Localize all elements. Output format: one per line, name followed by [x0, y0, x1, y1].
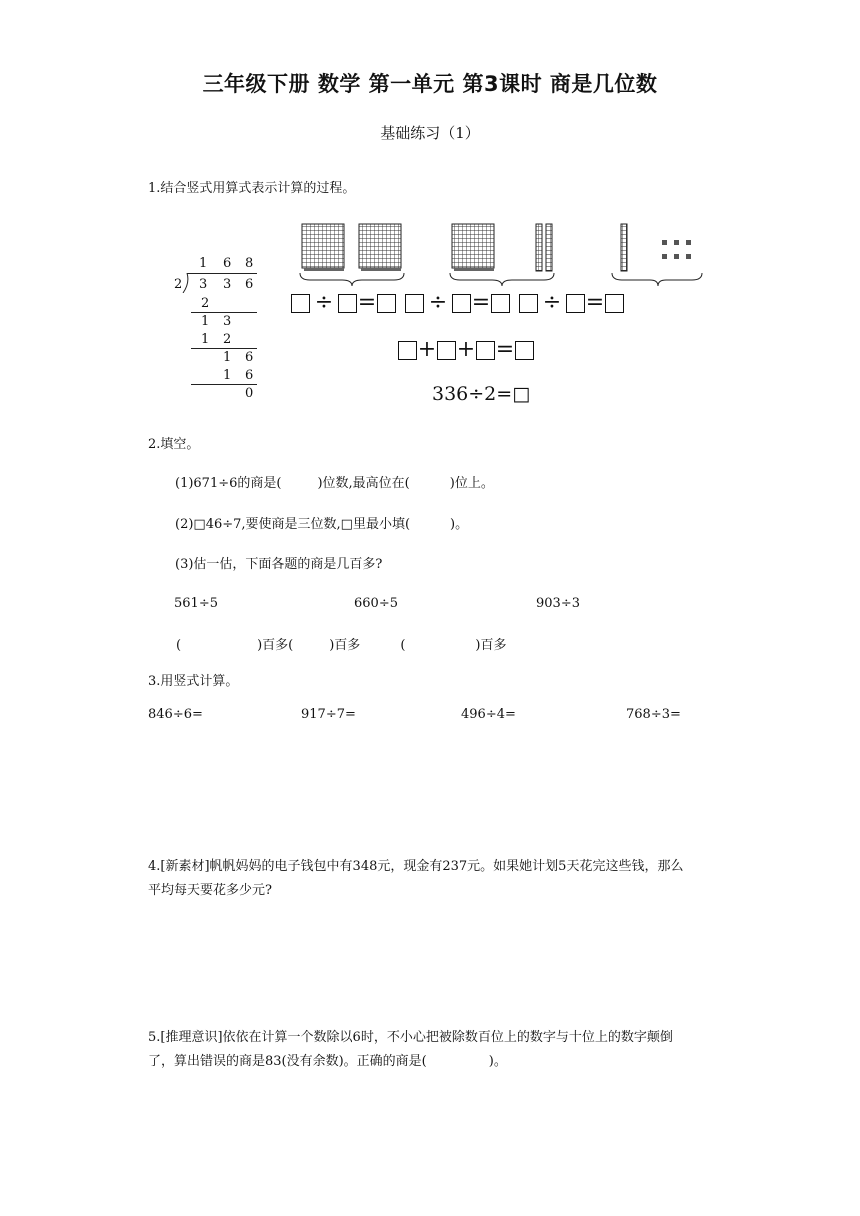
- quotient-digit: 1: [199, 256, 208, 271]
- plus-sign: +: [417, 337, 437, 362]
- estimate-problem: 561÷5: [174, 596, 218, 611]
- q2-part3: (3)估一估，下面各题的商是几百多?: [175, 557, 383, 572]
- plus-sign: +: [456, 337, 476, 362]
- answer-box[interactable]: [491, 294, 510, 313]
- q1-text: 1.结合竖式用算式表示计算的过程。: [148, 181, 356, 196]
- group-brace: [450, 273, 554, 286]
- answer-box[interactable]: [605, 294, 624, 313]
- q4-line1: 4.[新素材]帆帆妈妈的电子钱包中有348元，现金有237元。如果她计划5天花完这些钱，那么: [148, 859, 684, 874]
- ten-rod: [536, 224, 542, 271]
- divide-sign: ÷: [314, 290, 334, 315]
- equals-sign: =: [471, 290, 491, 315]
- dividend-digit: 6: [245, 277, 254, 292]
- base-ten-blocks: [290, 218, 720, 290]
- answer-box[interactable]: [377, 294, 396, 313]
- answer-box[interactable]: [566, 294, 585, 313]
- long-division: [165, 254, 265, 404]
- calc-problem: 768÷3=: [626, 707, 681, 722]
- calc-problem: 917÷7=: [301, 707, 356, 722]
- hundred-block: [452, 224, 494, 271]
- step-digit: 0: [245, 386, 254, 401]
- division-bracket: [182, 273, 192, 293]
- ten-rod: [546, 224, 552, 271]
- hundred-block: [359, 224, 401, 271]
- hundred-block: [302, 224, 344, 271]
- unit-cubes: [662, 240, 691, 259]
- group-brace: [612, 273, 702, 286]
- estimate-problem: 660÷5: [354, 596, 398, 611]
- page-title: 三年级下册 数学 第一单元 第3课时 商是几位数: [202, 72, 658, 96]
- step-equations: [291, 292, 624, 314]
- final-equation: 336÷2=□: [432, 383, 531, 405]
- answer-box[interactable]: [398, 341, 417, 360]
- answer-box[interactable]: [405, 294, 424, 313]
- q2-text: 2.填空。: [148, 437, 200, 452]
- step-digit: 1: [223, 350, 232, 365]
- q2-part2: (2)□46÷7,要使商是三位数,□里最小填( )。: [175, 517, 469, 532]
- divisor: 2: [174, 277, 183, 292]
- step-digit: 6: [245, 350, 254, 365]
- quotient-digit: 8: [245, 256, 254, 271]
- group-brace: [300, 273, 404, 286]
- dividend-digit: 3: [223, 277, 232, 292]
- calc-problem: 496÷4=: [461, 707, 516, 722]
- divide-sign: ÷: [542, 290, 562, 315]
- sum-equation: [398, 339, 534, 361]
- equals-sign: =: [357, 290, 377, 315]
- answer-box[interactable]: [452, 294, 471, 313]
- q5-line1: 5.[推理意识]依依在计算一个数除以6时，不小心把被除数百位上的数字与十位上的数字颠倒: [148, 1030, 673, 1045]
- q4-line2: 平均每天要花多少元?: [148, 883, 272, 898]
- q2-part1: (1)671÷6的商是( )位数,最高位在( )位上。: [175, 476, 494, 491]
- answer-box[interactable]: [338, 294, 357, 313]
- step-digit: 2: [223, 332, 232, 347]
- equals-sign: =: [495, 337, 515, 362]
- q3-text: 3.用竖式计算。: [148, 674, 239, 689]
- answer-box[interactable]: [515, 341, 534, 360]
- answer-box[interactable]: [437, 341, 456, 360]
- answer-box[interactable]: [291, 294, 310, 313]
- divide-sign: ÷: [428, 290, 448, 315]
- page-subtitle: 基础练习（1）: [380, 124, 480, 142]
- step-digit: 3: [223, 314, 232, 329]
- estimate-problem: 903÷3: [536, 596, 580, 611]
- calc-problem: 846÷6=: [148, 707, 203, 722]
- step-digit: 1: [223, 368, 232, 383]
- step-digit: 2: [201, 296, 210, 311]
- step-digit: 6: [245, 368, 254, 383]
- step-digit: 1: [201, 314, 210, 329]
- answer-box[interactable]: [476, 341, 495, 360]
- dividend-digit: 3: [199, 277, 208, 292]
- answer-box[interactable]: [519, 294, 538, 313]
- step-digit: 1: [201, 332, 210, 347]
- quotient-digit: 6: [223, 256, 232, 271]
- q5-line2: 了，算出错误的商是83(没有余数)。正确的商是( )。: [148, 1054, 507, 1069]
- equals-sign: =: [585, 290, 605, 315]
- ten-rod: [621, 224, 627, 271]
- estimate-answer-line: ( )百多( )百多 ( )百多: [176, 638, 507, 653]
